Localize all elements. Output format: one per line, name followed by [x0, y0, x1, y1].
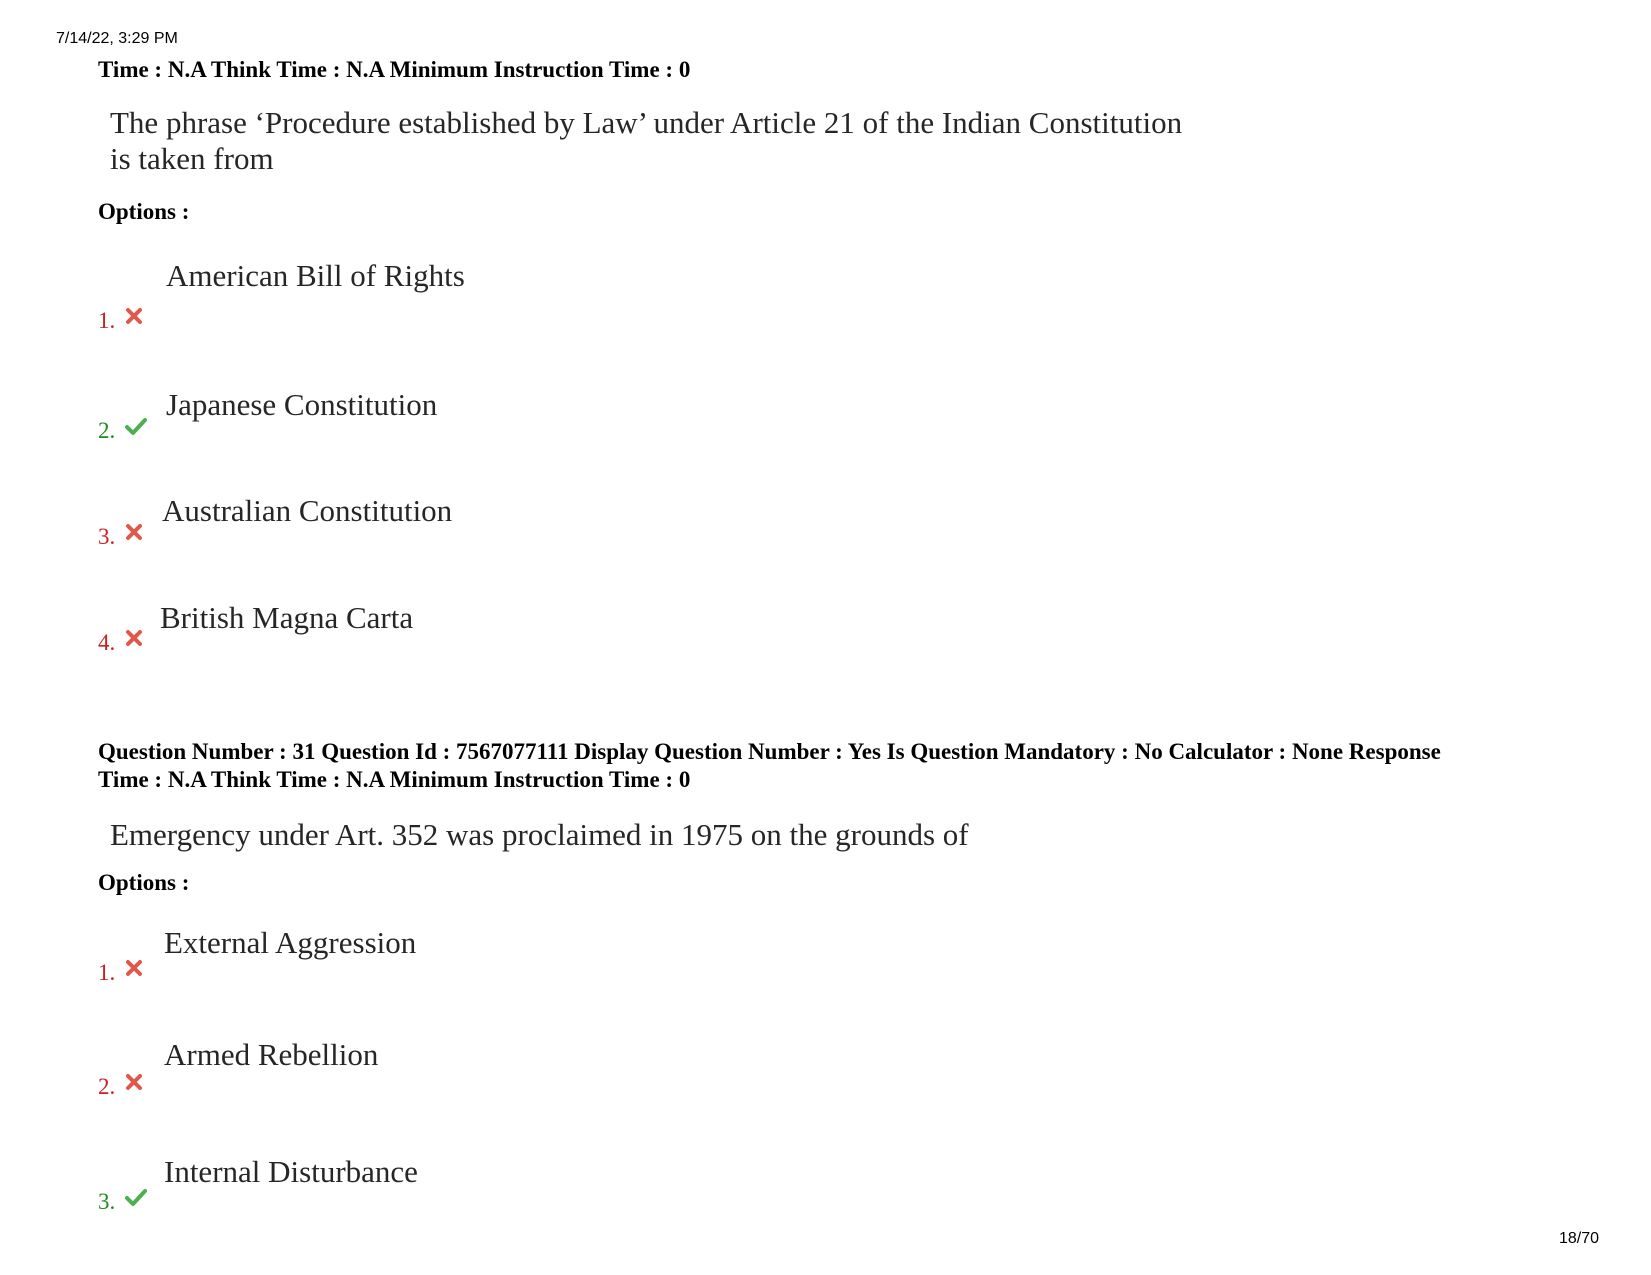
q2-option-2-text: Armed Rebellion [164, 1037, 379, 1072]
q2-option-1-text: External Aggression [164, 925, 417, 960]
q1-question-line-1: The phrase ‘Procedure established by Law’ under Article 21 of the Indian Constitution [110, 105, 1183, 140]
check-icon [124, 1187, 148, 1207]
q1-options-label: Options : [98, 199, 190, 224]
q1-option-1-number: 1. [98, 308, 116, 333]
q2-option-3-text: Internal Disturbance [164, 1154, 418, 1189]
q2-options-label: Options : [98, 870, 190, 895]
q1-option-3-text: Australian Constitution [162, 493, 453, 528]
cross-icon [124, 1072, 144, 1092]
cross-icon [124, 306, 144, 326]
q1-option-4-text: British Magna Carta [160, 600, 414, 635]
print-timestamp: 7/14/22, 3:29 PM [56, 30, 178, 47]
q2-meta-line-1: Question Number : 31 Question Id : 7567077111 Display Question Number : Yes Is Question Mandatory : No Calculator : None Response [98, 739, 1441, 764]
q2-question-line-1: Emergency under Art. 352 was proclaimed in 1975 on the grounds of [110, 817, 969, 852]
cross-icon [124, 628, 144, 648]
q1-meta-line: Time : N.A Think Time : N.A Minimum Instruction Time : 0 [98, 57, 691, 82]
check-icon [124, 416, 148, 436]
q1-option-2-text: Japanese Constitution [166, 387, 438, 422]
page-number: 18/70 [1558, 1230, 1599, 1247]
q1-option-1-text: American Bill of Rights [166, 258, 465, 293]
q1-question-line-2: is taken from [110, 141, 274, 176]
q2-option-1-number: 1. [98, 960, 116, 985]
q1-option-3-number: 3. [98, 524, 116, 549]
cross-icon [124, 522, 144, 542]
q2-option-3-number: 3. [98, 1189, 116, 1214]
q2-meta-line-2: Time : N.A Think Time : N.A Minimum Instruction Time : 0 [98, 767, 691, 792]
cross-icon [124, 958, 144, 978]
q2-option-2-number: 2. [98, 1074, 116, 1099]
q1-option-2-number: 2. [98, 418, 116, 443]
q1-option-4-number: 4. [98, 630, 116, 655]
